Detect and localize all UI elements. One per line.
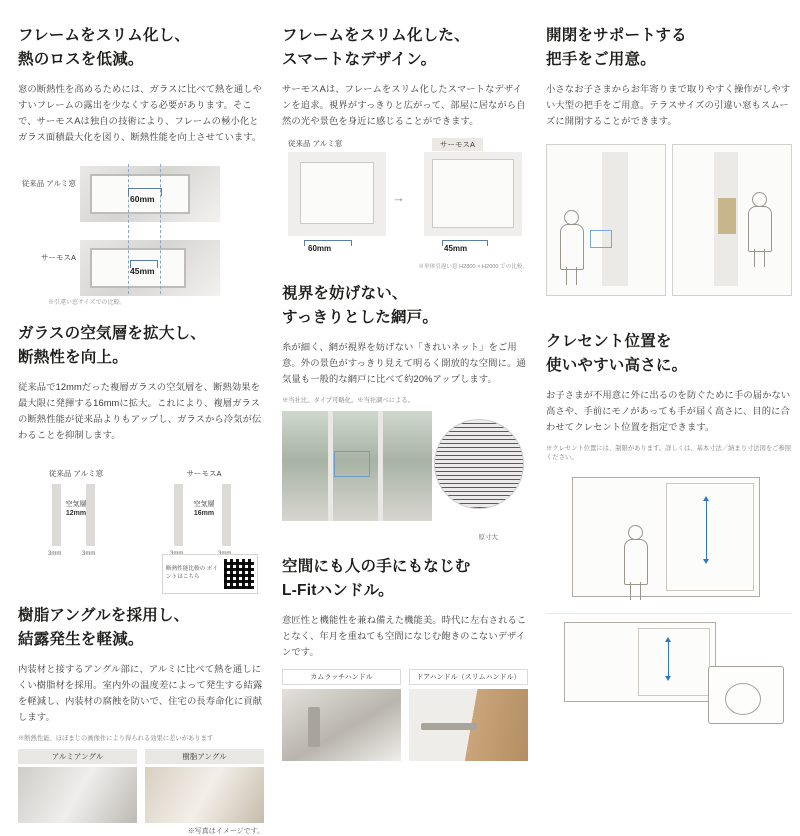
window-sash-shade — [602, 152, 628, 286]
photo-caption: アルミアングル — [18, 749, 137, 764]
section-title-line1: フレームをスリム化した、 — [282, 27, 470, 44]
glass-thickness: 3mm — [48, 550, 62, 557]
photo-resin-angle — [145, 749, 264, 823]
section-crescent-position — [546, 330, 792, 730]
figure-label-new: サーモスA — [40, 252, 76, 262]
figure-label-old: 従来品 アルミ窓 — [21, 178, 76, 188]
window-old-illustration — [288, 152, 386, 236]
window-sash — [638, 628, 710, 696]
section-title-line2: すっきりとした網戸。 — [282, 309, 439, 326]
figure-frame-comparison — [18, 154, 264, 304]
section-body: 窓の断熱性を高めるためには、ガラスに比べて熱を通しやすいフレームの露出を少なくする必要があります。そこで、サーモスAは独自の技術により、フレームの極小化とガラス面積最大化を図り、断熱性能を向上させています。 — [18, 84, 263, 142]
washing-machine-illustration — [708, 666, 784, 724]
section-title-line1: クレセント位置を — [546, 332, 672, 350]
figure-head-new: サーモスA — [186, 468, 222, 478]
section-title — [18, 24, 264, 72]
photo-image — [282, 689, 401, 761]
section-body: 内装材と接するアングル部に、アルミに比べて熱を通しにくい樹脂材を採用。室内外の温度差によって発生する結露を軽減し、内装材の腐蝕を防いで、住宅の長寿命化に貢献します。 — [18, 663, 263, 722]
section-title-line1: 樹脂アングルを採用し、 — [18, 606, 190, 624]
section-body: 小さなお子さまからお年寄りまで取りやすく操作がしやすい大型の把手をご用意。テラスサイズの引違い窓もスムーズに開閉することができます。 — [546, 84, 791, 126]
measurement-new: 45mm — [444, 243, 468, 253]
photo-camlatch-handle — [282, 669, 401, 761]
arrow-icon: → — [392, 189, 405, 205]
section-title-line2: 結露発生を軽減。 — [18, 630, 144, 648]
qr-callout[interactable] — [162, 554, 258, 594]
figure-head-old: 従来品 アルミ窓 — [48, 468, 104, 478]
photos-note: ※写真はイメージです。 — [187, 828, 264, 836]
section-body: 意匠性と機能性を兼ね備えた機能美。時代に左右されることなく、年月を重ねても空間になじむ飽きのこないデザインです。 — [282, 615, 527, 658]
figure-screen-net — [282, 411, 528, 542]
air-gap-label: 空気層 — [65, 500, 87, 508]
figure-note: ※単体引違い窓 H2800 × H2000 での比較。 — [418, 263, 528, 270]
measurement-old: 60mm — [130, 193, 155, 204]
glass-thickness: 3mm — [82, 550, 96, 557]
photo-balcony-view — [282, 411, 432, 521]
qr-code-icon — [224, 559, 254, 589]
section-title-line2: スマートなデザイン。 — [282, 51, 437, 69]
section-clean-net — [282, 282, 528, 542]
column-right — [546, 24, 792, 800]
section-title-line2: 熱のロスを低減。 — [18, 51, 144, 69]
figure-crescent-high — [546, 473, 792, 605]
photo-aluminum-angle — [18, 749, 137, 823]
figure-handle-usage — [546, 138, 792, 310]
air-gap-value: 16mm — [193, 510, 215, 518]
figure-head-old: 従来品 アルミ窓 — [288, 138, 343, 148]
height-arrow — [706, 501, 707, 559]
section-note: ※当社比。タイプ可略化。※当社調べによる。 — [282, 396, 414, 404]
figure-crescent-low — [546, 613, 792, 730]
photo-image — [145, 767, 264, 823]
person-illustration — [554, 210, 592, 284]
person-illustration — [742, 192, 780, 266]
zoom-caption: 原寸大 — [478, 534, 498, 542]
section-body: お子さまが不用意に外に出るのを防ぐために手の届かない高さや、手前にモノがあっても手が届く高さに、目的に合わせてクレセント位置を指定できます。 — [546, 390, 791, 432]
section-title-line2: 断熱性を向上。 — [18, 348, 128, 366]
figure-angle-photos — [18, 749, 264, 823]
air-gap-value: 12mm — [65, 510, 87, 518]
window-sash — [666, 483, 754, 591]
section-title-line2: L-Fitハンドル。 — [282, 582, 394, 600]
section-note: ※断熱性能、ほぼまじの画像作により得られる効果に差いがあります — [18, 734, 214, 742]
figure-old-glass — [24, 468, 128, 557]
photo-image — [409, 689, 528, 761]
section-title — [546, 24, 792, 72]
section-smart-design — [282, 24, 528, 270]
net-mesh-zoom — [434, 419, 524, 509]
section-title-line1: フレームをスリム化し、 — [18, 27, 191, 44]
section-title-line1: 開閉をサポートする — [546, 27, 687, 44]
measurement-old: 60mm — [308, 243, 332, 253]
section-title-line1: ガラスの空気層を拡大し、 — [18, 324, 206, 342]
figure-note: ※引違い窓サイズでの比較。 — [48, 299, 126, 306]
figure-handle-photos — [282, 669, 528, 761]
section-title — [282, 24, 528, 72]
section-frame-slim — [18, 24, 264, 304]
section-title — [546, 330, 792, 378]
section-body: サーモスAは、フレームをスリム化したスマートなデザインを追求。視界がすっきりと広がって、部屋に居ながら自然の光や景色を身近に感じることができます。 — [282, 84, 526, 126]
photo-caption: 樹脂アングル — [145, 749, 264, 764]
window-new-illustration — [424, 152, 522, 236]
handle-highlight-marker — [590, 230, 612, 248]
photo-caption: カムラッチハンドル — [282, 669, 401, 685]
section-title-line2: 使いやすい高さに。 — [546, 357, 688, 374]
zoom-region-marker — [334, 451, 370, 477]
air-gap-label: 空気層 — [193, 500, 215, 508]
section-air-layer — [18, 322, 264, 580]
measurement-new: 45mm — [130, 265, 155, 276]
section-title — [18, 604, 264, 652]
height-arrow — [668, 642, 669, 676]
figure-air-layer — [18, 452, 264, 580]
figure-head-new: サーモスA — [432, 138, 483, 151]
section-resin-angle — [18, 604, 264, 836]
section-body: 従来品で12mmだった複層ガラスの空気層を、断熱効果を最大限に発揮する16mmに拡大。これにより、複層ガラスの断熱性能が従来品よりもアップし、ガラスから冷気が伝わることを抑制します。 — [18, 382, 262, 440]
section-title-line1: 視界を妨げない、 — [282, 284, 408, 302]
photo-caption: ドアハンドル（スリムハンドル） — [409, 669, 528, 685]
child-illustration — [618, 525, 656, 599]
section-support-handle — [546, 24, 792, 310]
photo-image — [18, 767, 137, 823]
column-left — [18, 24, 264, 836]
figure-design-comparison — [282, 138, 528, 270]
section-title — [18, 322, 264, 370]
section-title-line1: 空間にも人の手にもなじむ — [282, 558, 471, 576]
section-body: 糸が細く、網が視界を妨げない「きれいネット」をご用意。外の景色がすっきり見えて明るく開放的な空間に。通気量も一般的な網戸に比べて約20%アップします。 — [282, 342, 526, 384]
section-lfit-handle — [282, 555, 528, 761]
section-note: ※クレセント位置には、制限があります。詳しくは、基本寸法／納まり寸法図をご参照ください。 — [546, 444, 792, 462]
figure-new-glass — [152, 468, 256, 546]
section-title — [282, 282, 528, 330]
column-middle — [282, 24, 528, 800]
qr-label: 断熱性能比較の ポイントはこちら — [166, 566, 218, 580]
photo-door-handle — [409, 669, 528, 761]
section-title-line2: 把手をご用意。 — [546, 51, 656, 69]
section-title — [282, 555, 528, 603]
handle-bar-illustration — [718, 198, 736, 234]
